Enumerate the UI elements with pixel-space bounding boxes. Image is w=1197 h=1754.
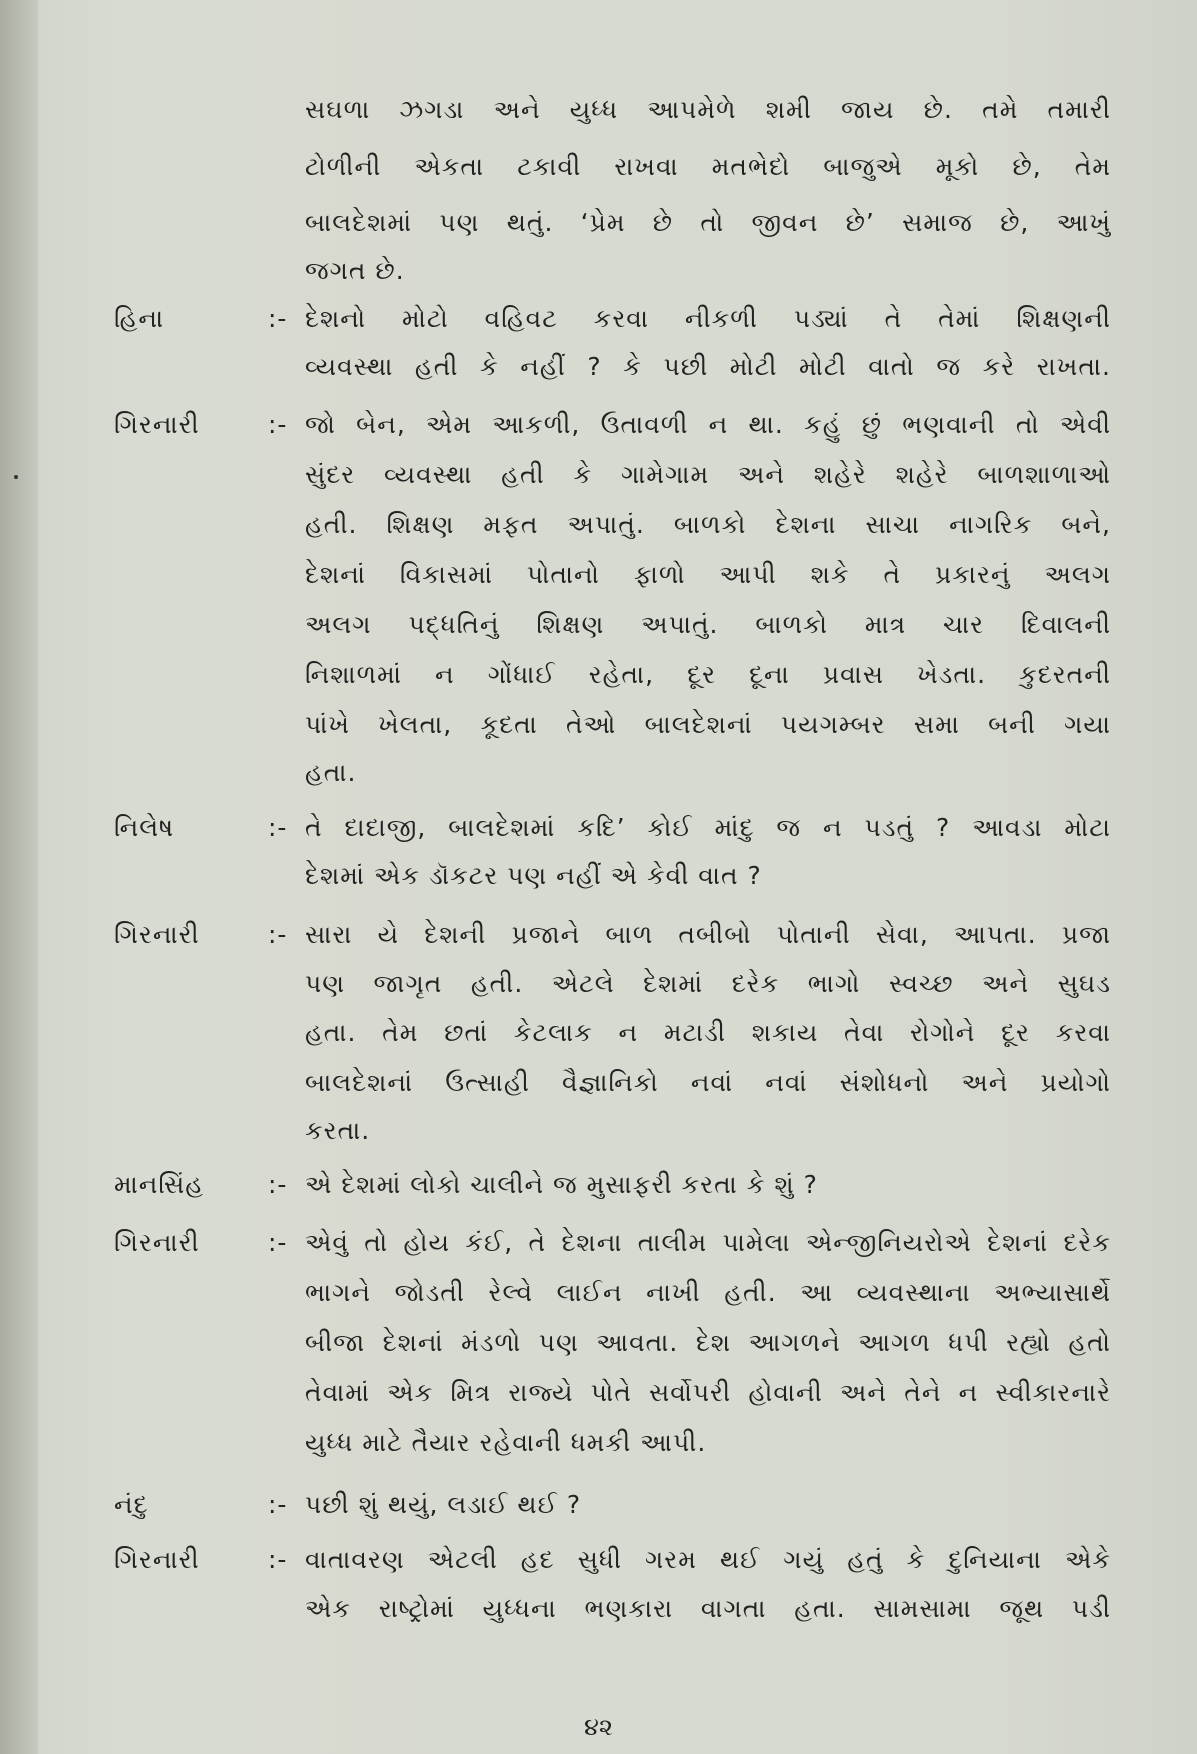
body-line: સારા યે દેશની પ્રજાને બાળ તબીબો પોતાની સેવા, આપતા. પ્રજા xyxy=(305,920,1111,949)
speaker-separator: :- xyxy=(268,1545,288,1574)
body-line: એક રાષ્ટ્રોમાં યુધ્ધના ભણકારા વાગતા હતા. સામસામા જૂથ પડી xyxy=(305,1594,1111,1623)
speaker-separator: :- xyxy=(268,1490,288,1519)
speaker-separator: :- xyxy=(268,304,288,333)
body-line: હતા. તેમ છતાં કેટલાક ન મટાડી શકાય તેવા રોગોને દૂર કરવા xyxy=(305,1018,1111,1047)
body-line: એવું તો હોય કંઈ, તે દેશના તાલીમ પામેલા એન્જીનિયરોએ દેશનાં દરેક xyxy=(305,1228,1111,1257)
speaker-separator: :- xyxy=(268,410,288,439)
body-line: તેવામાં એક મિત્ર રાજ્યે પોતે સર્વોપરી હોવાની અને તેને ન સ્વીકારનારે xyxy=(305,1378,1111,1407)
body-line: તે દાદાજી, બાલદેશમાં કદિ’ કોઈ માંદુ જ ન પડતું ? આવડા મોટા xyxy=(305,813,1111,842)
speaker-name: નંદુ xyxy=(114,1490,149,1519)
ink-dot xyxy=(14,475,18,479)
body-line: દેશનાં વિકાસમાં પોતાનો ફાળો આપી શકે તે પ્રકારનું અલગ xyxy=(305,560,1111,589)
body-line: પાંખે ખેલતા, કૂદતા તેઓ બાલદેશનાં પયગમ્બર સમા બની ગયા xyxy=(305,710,1111,739)
page-binding-edge xyxy=(0,0,38,1754)
body-line: ટોળીની એકતા ટકાવી રાખવા મતભેદો બાજુએ મૂકો છે, તેમ xyxy=(305,152,1111,181)
page-number: ૪૨ xyxy=(584,1713,613,1741)
speaker-name: માનસિંહ xyxy=(114,1170,205,1199)
body-line: ભાગને જોડતી રેલ્વે લાઈન નાખી હતી. આ વ્યવસ્થાના અભ્યાસાર્થે xyxy=(305,1278,1111,1307)
body-line: સુંદર વ્યવસ્થા હતી કે ગામેગામ અને શહેરે શહેરે બાળશાળાઓ xyxy=(305,460,1111,489)
body-line: જગત છે. xyxy=(305,256,405,285)
speaker-name: ગિરનારી xyxy=(114,410,200,439)
body-line: દેશમાં એક ડૉકટર પણ નહીં એ કેવી વાત ? xyxy=(305,861,762,890)
body-line: કરતા. xyxy=(305,1116,371,1145)
body-line: પણ જાગૃત હતી. એટલે દેશમાં દરેક ભાગો સ્વચ્છ અને સુઘડ xyxy=(305,969,1111,998)
body-line: હતા. xyxy=(305,758,357,787)
body-line: અલગ પદ્ધતિનું શિક્ષણ અપાતું. બાળકો માત્ર ચાર દિવાલની xyxy=(305,610,1111,639)
speaker-separator: :- xyxy=(268,1228,288,1257)
body-line: બીજા દેશનાં મંડળો પણ આવતા. દેશ આગળને આગળ ધપી રહ્યો હતો xyxy=(305,1328,1111,1357)
speaker-separator: :- xyxy=(268,813,288,842)
body-line: દેશનો મોટો વહિવટ કરવા નીકળી પડ્યાં તે તેમાં શિક્ષણની xyxy=(305,304,1111,333)
body-line: જો બેન, એમ આકળી, ઉતાવળી ન થા. કહું છું ભણવાની તો એવી xyxy=(305,410,1111,439)
body-line: બાલદેશમાં પણ થતું. ‘પ્રેમ છે તો જીવન છે’ સમાજ છે, આખું xyxy=(305,208,1111,237)
body-line: નિશાળમાં ન ગોંધાઈ રહેતા, દૂર દૂના પ્રવાસ ખેડતા. કુદરતની xyxy=(305,660,1111,689)
speaker-name: ગિરનારી xyxy=(114,1228,200,1257)
body-line: વાતાવરણ એટલી હદ સુધી ગરમ થઈ ગયું હતું કે દુનિયાના એકે xyxy=(305,1545,1111,1574)
body-line: એ દેશમાં લોકો ચાલીને જ મુસાફરી કરતા કે શું ? xyxy=(305,1170,818,1199)
body-line: યુધ્ધ માટે તૈયાર રહેવાની ધમકી આપી. xyxy=(305,1428,707,1457)
body-line: પછી શું થયું, લડાઈ થઈ ? xyxy=(305,1490,582,1519)
body-line: વ્યવસ્થા હતી કે નહીં ? કે પછી મોટી મોટી વાતો જ કરે રાખતા. xyxy=(305,352,1111,381)
body-line: સઘળા ઝગડા અને યુધ્ધ આપમેળે શમી જાય છે. તમે તમારી xyxy=(305,95,1111,124)
body-line: હતી. શિક્ષણ મફત અપાતું. બાળકો દેશના સાચા નાગરિક બને, xyxy=(305,510,1111,539)
speaker-separator: :- xyxy=(268,920,288,949)
speaker-name: હિના xyxy=(114,304,165,333)
speaker-name: નિલેષ xyxy=(114,813,175,842)
body-line: બાલદેશનાં ઉત્સાહી વૈજ્ઞાનિકો નવાં નવાં સંશોધનો અને પ્રયોગો xyxy=(305,1068,1111,1097)
speaker-separator: :- xyxy=(268,1170,288,1199)
speaker-name: ગિરનારી xyxy=(114,1545,200,1574)
speaker-name: ગિરનારી xyxy=(114,920,200,949)
